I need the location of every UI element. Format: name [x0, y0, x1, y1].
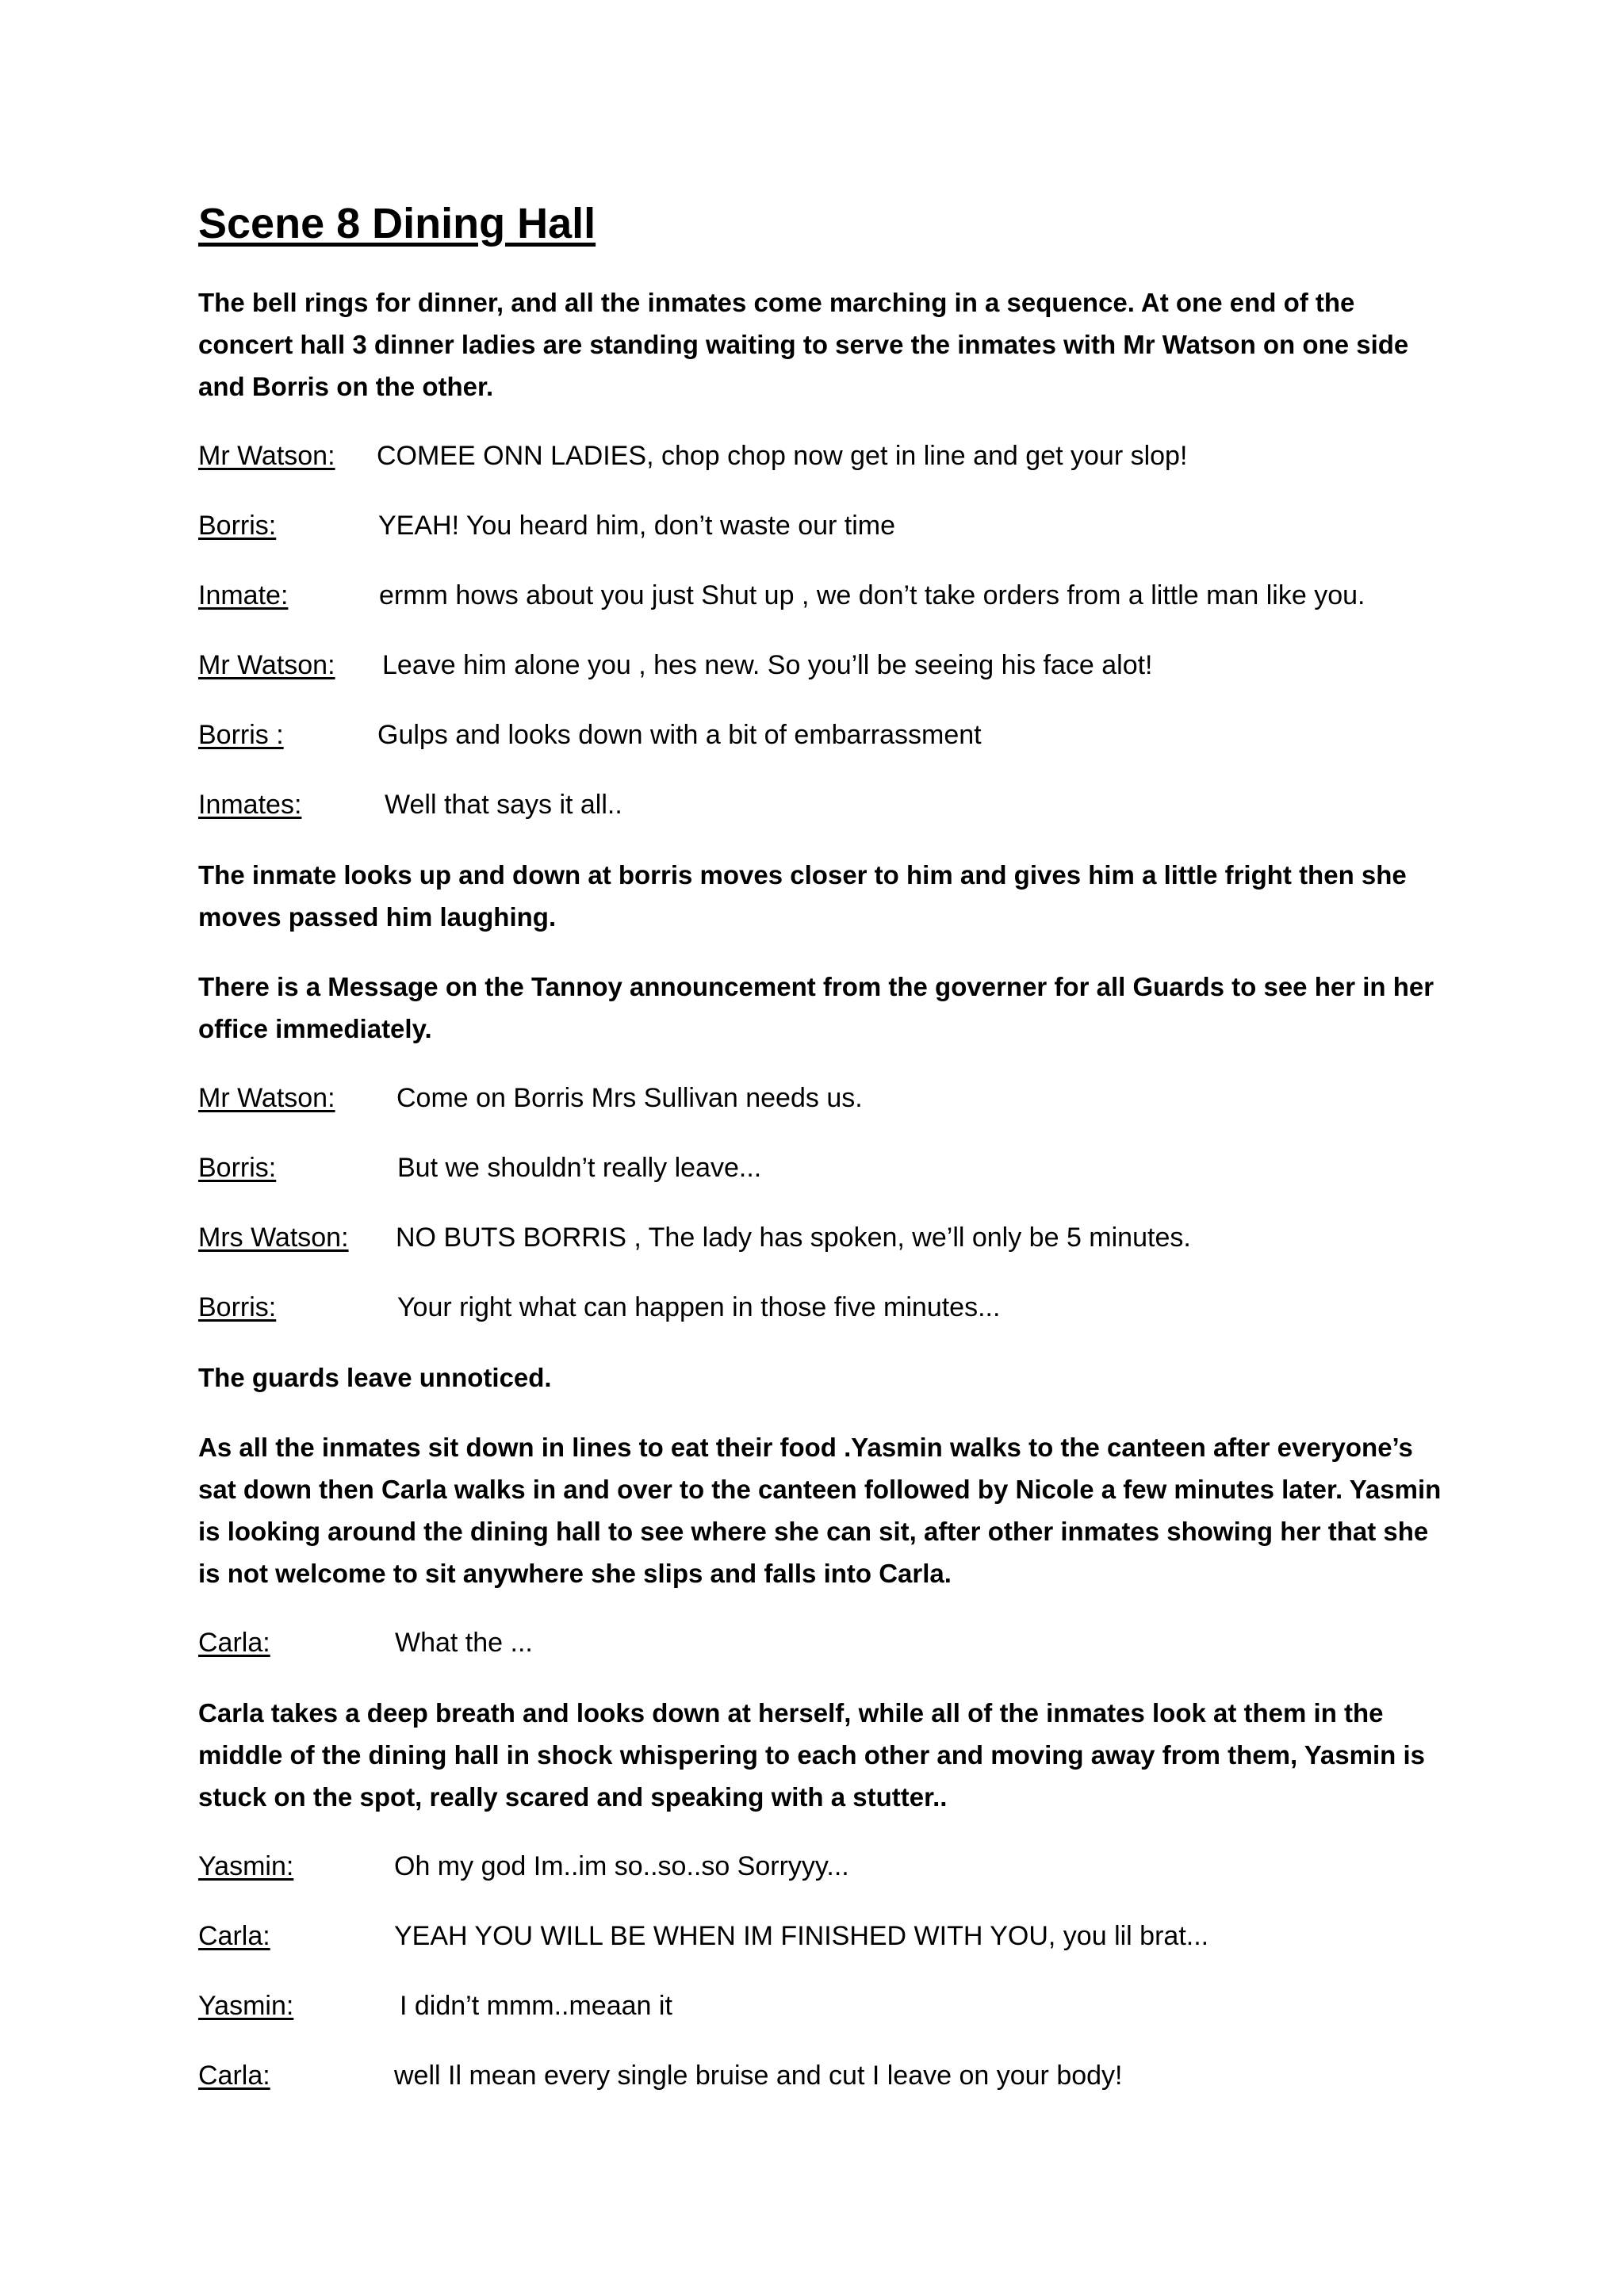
- dialogue-line: [198, 1147, 1443, 1189]
- speaker-name: Carla:: [198, 2060, 270, 2091]
- speech-text: YEAH YOU WILL BE WHEN IM FINISHED WITH YOU, you lil brat...: [394, 1920, 1209, 1951]
- dialogue-line: [198, 1985, 1443, 2027]
- speech-text: Come on Borris Mrs Sullivan needs us.: [396, 1082, 863, 1113]
- speaker-name: Borris:: [198, 510, 277, 541]
- dialogue-line: [198, 1915, 1443, 1957]
- speech-text: ermm hows about you just Shut up , we don’t take orders from a little man like you.: [379, 580, 1365, 610]
- dialogue-line: [198, 1077, 1443, 1119]
- speaker-name: Yasmin:: [198, 1850, 294, 1881]
- speaker-name: Mr Watson:: [198, 1082, 335, 1113]
- speech-text: What the ...: [395, 1627, 533, 1658]
- speaker-name: Mr Watson:: [198, 440, 335, 471]
- dialogue-line: [198, 645, 1443, 687]
- dialogue-line: [198, 1622, 1443, 1664]
- speaker-name: Yasmin:: [198, 1990, 294, 2021]
- stage-direction: The guards leave unnoticed.: [198, 1362, 552, 1392]
- speaker-name: Inmate:: [198, 580, 289, 610]
- speech-text: I didn’t mmm..meaan it: [400, 1990, 672, 2021]
- scene-title: Scene 8 Dining Hall: [198, 200, 596, 247]
- stage-direction: The bell rings for dinner, and all the inmates come marching in a sequence. At one end of the concert hall 3 dinner ladies are standing waiting to serve the inmates with Mr Watson on one side and Borris on the other.: [198, 287, 1409, 401]
- stage-direction: The inmate looks up and down at borris moves closer to him and gives him a little fright then she moves passed him laughing.: [198, 859, 1407, 932]
- speech-text: Leave him alone you , hes new. So you’ll be seeing his face alot!: [382, 649, 1153, 680]
- stage-direction: There is a Message on the Tannoy announcement from the governer for all Guards to see her in her office immediately.: [198, 971, 1434, 1043]
- speech-text: Oh my god Im..im so..so..so Sorryyy...: [394, 1850, 849, 1881]
- speaker-name: Carla:: [198, 1627, 270, 1658]
- speaker-name: Carla:: [198, 1920, 270, 1951]
- stage-direction: Carla takes a deep breath and looks down at herself, while all of the inmates look at them in the middle of the dining hall in shock whispering to each other and moving away from them, Yasmin is stuck on the spot, really scared and speaking with a stutter..: [198, 1697, 1425, 1812]
- speech-text: Well that says it all..: [385, 789, 622, 820]
- speech-text: Your right what can happen in those five minutes...: [397, 1292, 1001, 1322]
- stage-direction: As all the inmates sit down in lines to eat their food .Yasmin walks to the canteen after everyone’s sat down then Carla walks in and over to the canteen followed by Nicole a few minutes later. Yasmin is looking around the dining hall to see where she can sit, after other inmates showing her that she is not welcome to sit anywhere she slips and falls into Carla.: [198, 1432, 1442, 1588]
- speaker-name: Inmates:: [198, 789, 302, 820]
- speech-text: YEAH! You heard him, don’t waste our time: [378, 510, 896, 541]
- speaker-name: Mr Watson:: [198, 649, 335, 680]
- speech-text: COMEE ONN LADIES, chop chop now get in line and get your slop!: [377, 440, 1188, 471]
- speech-text: But we shouldn’t really leave...: [397, 1152, 762, 1183]
- speaker-name: Borris:: [198, 1292, 277, 1322]
- dialogue-line: [198, 1846, 1443, 1888]
- dialogue-line: [198, 575, 1443, 617]
- dialogue-line: [198, 435, 1443, 477]
- speech-text: well Il mean every single bruise and cut I leave on your body!: [394, 2060, 1123, 2091]
- dialogue-line: [198, 714, 1443, 756]
- speech-text: Gulps and looks down with a bit of embarrassment: [377, 719, 982, 750]
- script-page: [198, 198, 1443, 2125]
- dialogue-line: [198, 1217, 1443, 1259]
- speaker-name: Mrs Watson:: [198, 1222, 349, 1253]
- dialogue-line: [198, 505, 1443, 547]
- dialogue-line: [198, 784, 1443, 826]
- dialogue-line: [198, 2055, 1443, 2097]
- speaker-name: Borris :: [198, 719, 284, 750]
- dialogue-line: [198, 1287, 1443, 1329]
- speaker-name: Borris:: [198, 1152, 277, 1183]
- speech-text: NO BUTS BORRIS , The lady has spoken, we’ll only be 5 minutes.: [396, 1222, 1191, 1253]
